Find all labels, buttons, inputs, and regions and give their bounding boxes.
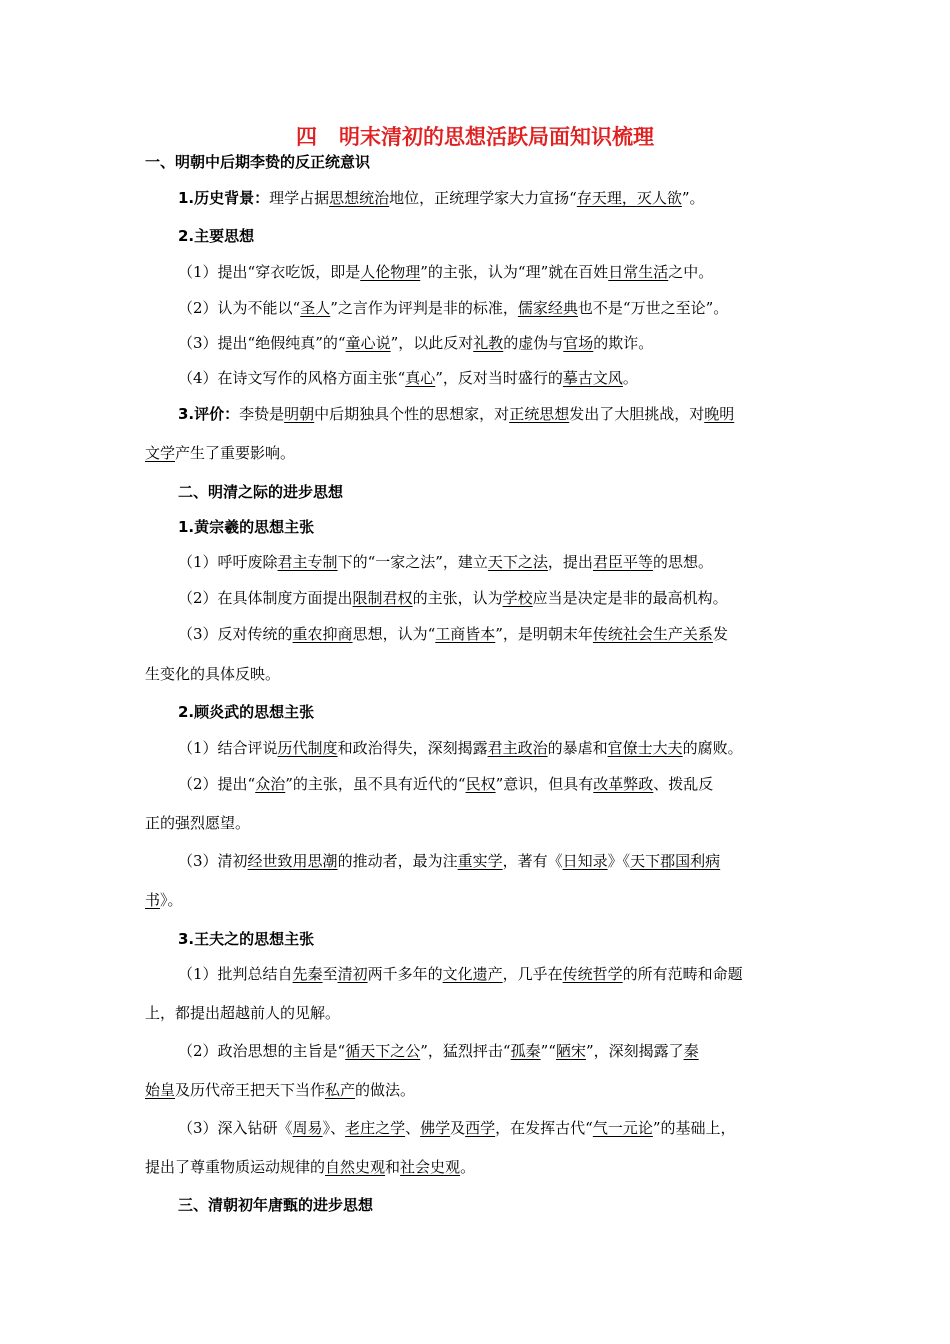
keyword: 天下郡国利病 bbox=[630, 852, 721, 870]
text: 也不是“万世之至论”。 bbox=[577, 299, 729, 317]
text: ，在发挥古代“ bbox=[495, 1119, 593, 1137]
keyword: 改革弊政 bbox=[593, 775, 654, 793]
huang-3-line-2: 生变化的具体反映。 bbox=[145, 665, 281, 683]
keyword: 思想统治 bbox=[329, 189, 390, 207]
text: ”“ bbox=[540, 1042, 556, 1060]
text: 地位，正统理学家大力宣扬“ bbox=[389, 189, 577, 207]
text: 的做法。 bbox=[355, 1081, 416, 1099]
keyword: 周易 bbox=[292, 1119, 323, 1137]
keyword: 清初 bbox=[337, 965, 368, 983]
keyword: 自然史观 bbox=[325, 1158, 386, 1176]
text: ”意识，但具有 bbox=[495, 775, 594, 793]
wang-heading: 3.王夫之的思想主张 bbox=[178, 930, 315, 948]
keyword: 君主专制 bbox=[277, 553, 338, 571]
text: 和 bbox=[385, 1158, 401, 1176]
text: （4）在诗文写作的风格方面主张“ bbox=[178, 369, 406, 387]
keyword: 日知录 bbox=[562, 852, 608, 870]
text: （2）提出“ bbox=[178, 775, 256, 793]
section-2-heading: 二、明清之际的进步思想 bbox=[178, 483, 344, 501]
text: （3）提出“绝假纯真”的“ bbox=[178, 334, 346, 352]
text: 之中。 bbox=[668, 263, 714, 281]
text: ”。 bbox=[681, 189, 705, 207]
wang-2-line-2 bbox=[145, 1078, 815, 1102]
text: 的思想。 bbox=[652, 553, 713, 571]
text: 提出了尊重物质运动规律的 bbox=[145, 1158, 326, 1176]
text: 李贽是 bbox=[239, 405, 285, 423]
text: 中后期独具个性的思想家，对 bbox=[314, 405, 510, 423]
keyword: 存天理 bbox=[576, 189, 622, 207]
huang-3-line-1 bbox=[178, 622, 848, 646]
keyword: 礼教 bbox=[473, 334, 504, 352]
keyword: 限制君权 bbox=[352, 589, 413, 607]
keyword: 老庄之学 bbox=[345, 1119, 406, 1137]
keyword: 官僚士大夫 bbox=[607, 739, 683, 757]
background-label: 1.历史背景： bbox=[178, 189, 270, 207]
text: （1）结合评说 bbox=[178, 739, 278, 757]
text: 》、 bbox=[322, 1119, 346, 1137]
keyword: 摹古文风 bbox=[562, 369, 623, 387]
text: ”的主张，虽不具有近代的“ bbox=[285, 775, 466, 793]
keyword: 童心说 bbox=[345, 334, 391, 352]
keyword: 晚明 bbox=[704, 405, 735, 423]
keyword: 灭人欲 bbox=[636, 189, 682, 207]
text: 的暴虐和 bbox=[547, 739, 608, 757]
text: （1）提出“穿衣吃饭，即是 bbox=[178, 263, 361, 281]
text: ，著有《 bbox=[502, 852, 563, 870]
keyword: 众治 bbox=[255, 775, 286, 793]
idea-2 bbox=[178, 296, 848, 320]
text: 。 bbox=[622, 369, 638, 387]
evaluation-line-1 bbox=[178, 402, 848, 426]
text: 理学占据 bbox=[269, 189, 330, 207]
text: 发出了大胆挑战，对 bbox=[569, 405, 705, 423]
wang-1-line-1 bbox=[178, 962, 848, 986]
keyword: 陋宋 bbox=[555, 1042, 586, 1060]
keyword: 社会史观 bbox=[400, 1158, 461, 1176]
keyword: 经世致用思潮 bbox=[247, 852, 338, 870]
text: ”，反对当时盛行的 bbox=[435, 369, 563, 387]
text: ”的主张，认为“理”就在百姓 bbox=[420, 263, 609, 281]
section-3-heading: 三、清朝初年唐甄的进步思想 bbox=[178, 1196, 374, 1214]
wang-1-line-2: 上，都提出超越前人的见解。 bbox=[145, 1004, 341, 1022]
gu-2-line-1 bbox=[178, 772, 848, 796]
gu-3-line-1 bbox=[178, 849, 848, 873]
keyword: 民权 bbox=[465, 775, 496, 793]
text: （3）深入钻研《 bbox=[178, 1119, 293, 1137]
keyword: 文化遗产 bbox=[442, 965, 503, 983]
text: 》。 bbox=[160, 891, 183, 909]
text: 、拨乱反 bbox=[653, 775, 714, 793]
title-number: 四 bbox=[296, 125, 317, 149]
text: 两千多年的 bbox=[367, 965, 443, 983]
section-1-heading: 一、明朝中后期李贽的反正统意识 bbox=[145, 153, 371, 171]
evaluation-line-2 bbox=[145, 441, 815, 465]
wang-3-line-2 bbox=[145, 1155, 815, 1179]
text: 的虚伪与 bbox=[503, 334, 564, 352]
evaluation-label: 3.评价： bbox=[178, 405, 240, 423]
text: 和政治得失，深刻揭露 bbox=[337, 739, 488, 757]
huang-1 bbox=[178, 550, 848, 574]
text: ”，是明朝末年 bbox=[495, 625, 593, 643]
text: （2）认为不能以“ bbox=[178, 299, 301, 317]
keyword: 西学 bbox=[465, 1119, 496, 1137]
keyword: 传统社会生产关系 bbox=[592, 625, 713, 643]
text: 应当是决定是非的最高机构。 bbox=[532, 589, 728, 607]
text: ， bbox=[621, 189, 637, 207]
keyword: 明朝 bbox=[284, 405, 315, 423]
text: ”，猛烈抨击“ bbox=[420, 1042, 511, 1060]
text: ，提出 bbox=[547, 553, 593, 571]
wang-3-line-1 bbox=[178, 1116, 848, 1140]
text: （3）反对传统的 bbox=[178, 625, 293, 643]
text: ”的基础上， bbox=[652, 1119, 736, 1137]
text: 》《 bbox=[607, 852, 631, 870]
keyword: 日常生活 bbox=[608, 263, 669, 281]
text: （3）清初 bbox=[178, 852, 248, 870]
keyword: 历代制度 bbox=[277, 739, 338, 757]
text: （1）批判总结自 bbox=[178, 965, 293, 983]
text: 的主张，认为 bbox=[412, 589, 503, 607]
wang-2-line-1 bbox=[178, 1039, 848, 1063]
keyword: 天下之法 bbox=[487, 553, 548, 571]
huang-heading: 1.黄宗羲的思想主张 bbox=[178, 518, 315, 536]
keyword: 君臣平等 bbox=[592, 553, 653, 571]
text: 、 bbox=[405, 1119, 421, 1137]
keyword: 传统哲学 bbox=[562, 965, 623, 983]
keyword: 重农抑商 bbox=[292, 625, 353, 643]
gu-heading: 2.顾炎武的思想主张 bbox=[178, 703, 315, 721]
keyword: 孤秦 bbox=[510, 1042, 541, 1060]
gu-2-line-2: 正的强烈愿望。 bbox=[145, 814, 251, 832]
keyword: 佛学 bbox=[420, 1119, 451, 1137]
text: 的欺诈。 bbox=[593, 334, 654, 352]
text: 及 bbox=[450, 1119, 466, 1137]
text: 及历代帝王把天下当作 bbox=[175, 1081, 326, 1099]
text: 产生了重要影响。 bbox=[175, 444, 296, 462]
text: 的所有范畴和命题 bbox=[622, 965, 743, 983]
text: 。 bbox=[460, 1158, 476, 1176]
keyword: 气一元论 bbox=[592, 1119, 653, 1137]
text: 至 bbox=[322, 965, 338, 983]
keyword: 秦 bbox=[683, 1042, 699, 1060]
keyword: 君主政治 bbox=[487, 739, 548, 757]
title-text: 明末清初的思想活跃局面知识梳理 bbox=[339, 125, 654, 149]
huang-2 bbox=[178, 586, 848, 610]
text: 的腐败。 bbox=[682, 739, 743, 757]
text: ”之言作为评判是非的标准， bbox=[330, 299, 518, 317]
text: 发 bbox=[712, 625, 728, 643]
gu-1 bbox=[178, 736, 848, 760]
idea-1 bbox=[178, 260, 848, 284]
text: （1）呼吁废除 bbox=[178, 553, 278, 571]
keyword: 官场 bbox=[563, 334, 594, 352]
keyword: 始皇 bbox=[145, 1081, 176, 1099]
text: （2）在具体制度方面提出 bbox=[178, 589, 353, 607]
keyword: 真心 bbox=[405, 369, 436, 387]
keyword: 文学 bbox=[145, 444, 176, 462]
background-paragraph bbox=[178, 186, 848, 210]
main-ideas-heading: 2.主要思想 bbox=[178, 227, 255, 245]
keyword: 重实学 bbox=[457, 852, 503, 870]
text: ”，以此反对 bbox=[390, 334, 474, 352]
keyword: 书 bbox=[145, 891, 161, 909]
keyword: 私产 bbox=[325, 1081, 356, 1099]
text: 下的“一家之法”，建立 bbox=[337, 553, 488, 571]
text: ，几乎在 bbox=[502, 965, 563, 983]
keyword: 学校 bbox=[502, 589, 533, 607]
keyword: 人伦物理 bbox=[360, 263, 421, 281]
text: 的推动者，最为注 bbox=[337, 852, 458, 870]
gu-3-line-2 bbox=[145, 888, 815, 912]
keyword: 工商皆本 bbox=[435, 625, 496, 643]
text: ”，深刻揭露了 bbox=[585, 1042, 684, 1060]
keyword: 儒家经典 bbox=[517, 299, 578, 317]
page-title bbox=[0, 120, 950, 154]
idea-4 bbox=[178, 366, 848, 390]
keyword: 圣人 bbox=[300, 299, 331, 317]
keyword: 正统思想 bbox=[509, 405, 570, 423]
keyword: 循天下之公 bbox=[345, 1042, 421, 1060]
idea-3 bbox=[178, 331, 848, 355]
keyword: 先秦 bbox=[292, 965, 323, 983]
text: 思想，认为“ bbox=[352, 625, 436, 643]
text: （2）政治思想的主旨是“ bbox=[178, 1042, 346, 1060]
